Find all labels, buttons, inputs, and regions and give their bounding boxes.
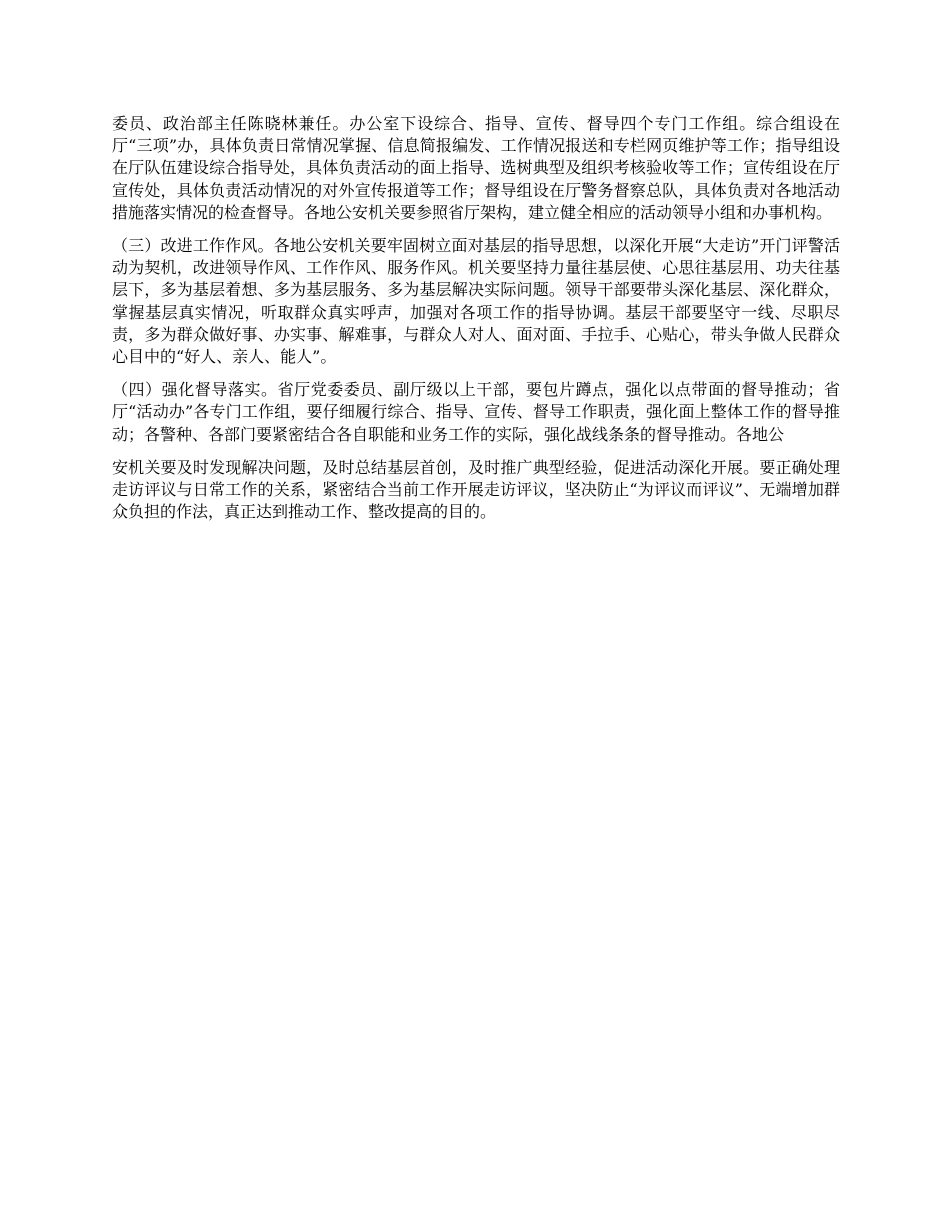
paragraph-supervision: （四）强化督导落实。省厅党委委员、副厅级以上干部，要包片蹲点，强化以点带面的督导推动；省厅“活动办”各专门工作组，要仔细履行综合、指导、宣传、督导工作职责，强化面上整体工作的督导推动；各警种、各部门要紧密结合各自职能和业务工作的实际，强化战线条条的督导推动。各地公: [112, 380, 840, 444]
paragraph-work-style: （三）改进工作作风。各地公安机关要牢固树立面对基层的指导思想，以深化开展“大走访”开门评警活动为契机，改进领导作风、工作作风、服务作风。机关要坚持力量往基层使、心思往基层用、功夫往基层下，多为基层着想、多为基层服务、多为基层解决实际问题。领导干部要带头深化基层、深化群众，掌握基层真实情况，听取群众真实呼声，加强对各项工作的指导协调。基层干部要坚守一线、尽职尽责，多为群众做好事、办实事、解难事，与群众人对人、面对面、手拉手、心贴心，带头争做人民群众心目中的“好人、亲人、能人”。: [112, 236, 840, 367]
paragraph-supervision-continued: 安机关要及时发现解决问题，及时总结基层首创，及时推广典型经验，促进活动深化开展。要正确处理走访评议与日常工作的关系，紧密结合当前工作开展走访评议，坚决防止“为评议而评议”、无端增加群众负担的作法，真正达到推动工作、整改提高的目的。: [112, 457, 840, 522]
document-body: [112, 113, 840, 534]
paragraph-organization: 委员、政治部主任陈晓林兼任。办公室下设综合、指导、宣传、督导四个专门工作组。综合组设在厅“三项”办，具体负责日常情况掌握、信息简报编发、工作情况报送和专栏网页维护等工作；指导组设在厅队伍建设综合指导处，具体负责活动的面上指导、选树典型及组织考核验收等工作；宣传组设在厅宣传处，具体负责活动情况的对外宣传报道等工作；督导组设在厅警务督察总队，具体负责对各地活动措施落实情况的检查督导。各地公安机关要参照省厅架构，建立健全相应的活动领导小组和办事机构。: [112, 114, 840, 222]
